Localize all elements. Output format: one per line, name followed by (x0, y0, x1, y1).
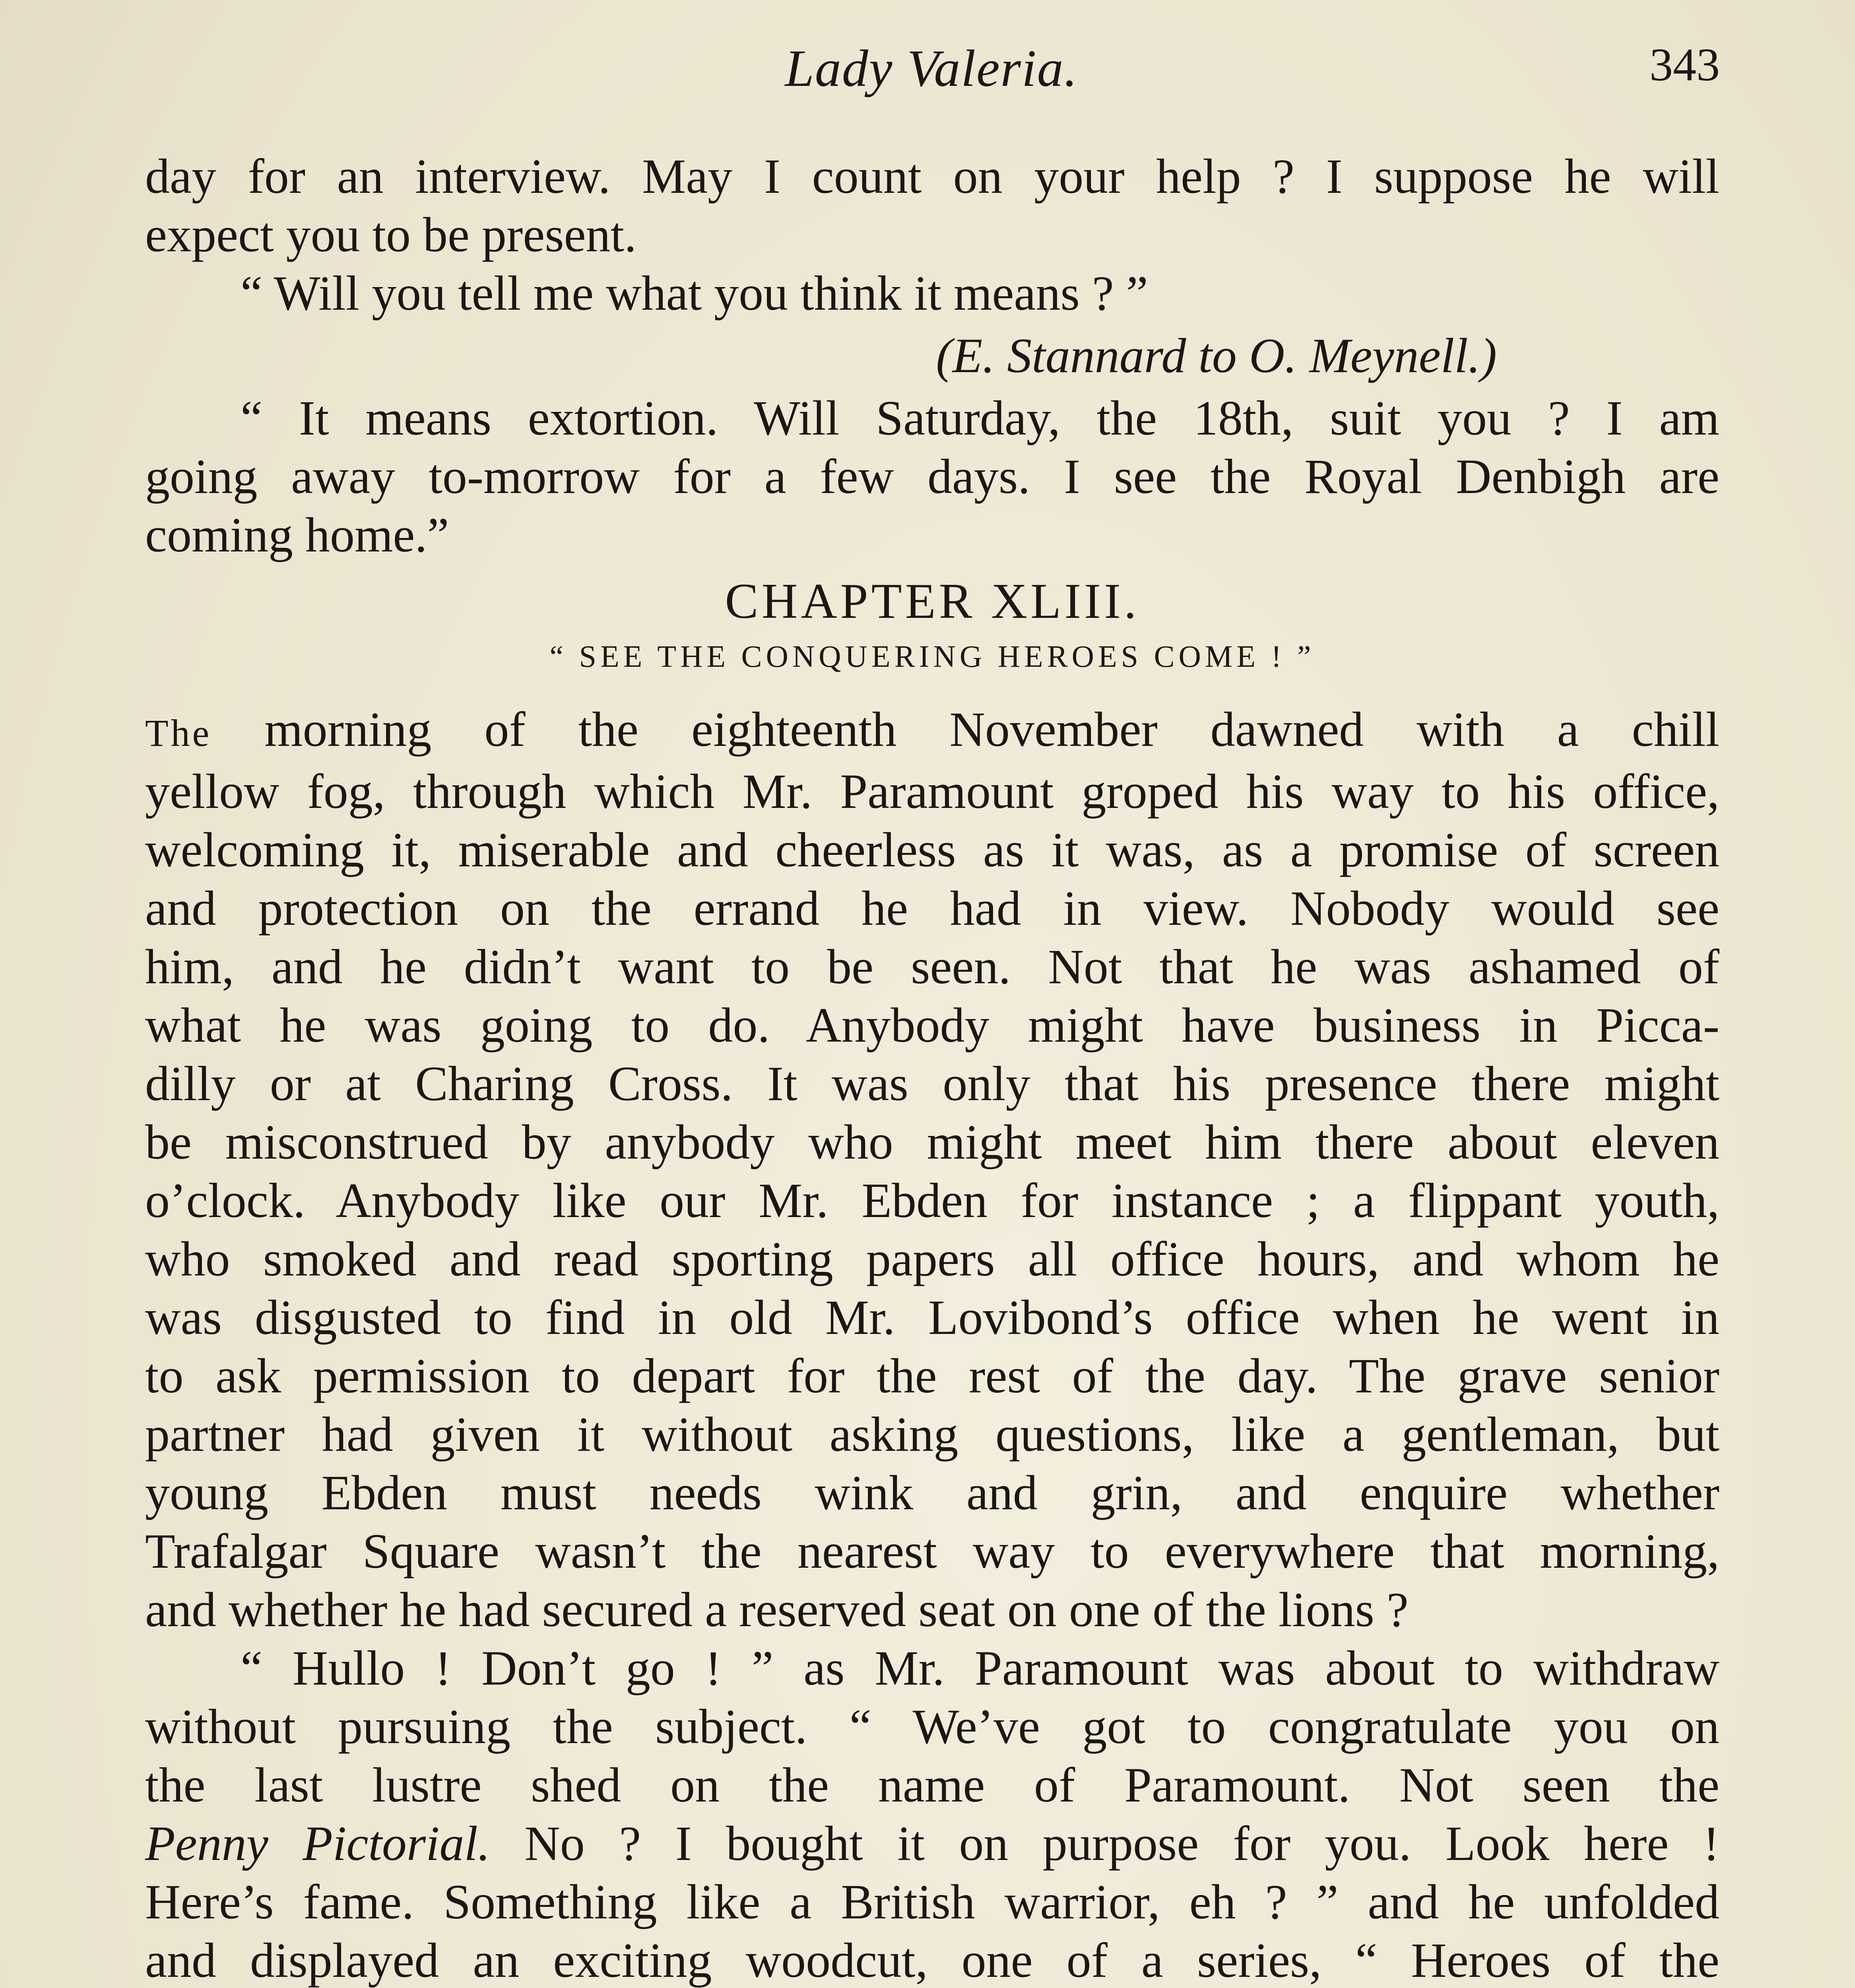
italic-title: Penny Pictorial. (145, 1816, 491, 1871)
text-line: to ask permission to depart for the rest of the day. The grave senior (145, 1349, 1719, 1403)
text-line: expect you to be present. (145, 208, 637, 262)
text-line: young Ebden must needs wink and grin, and enquire whether (145, 1466, 1719, 1520)
text-line: and whether he had secured a reserved seat on one of the lions ? (145, 1582, 1409, 1637)
text-line: day for an interview. May I count on your help ? I suppose he will (145, 149, 1719, 204)
page-header (143, 38, 1720, 105)
text-line (145, 700, 1719, 762)
text-line: “ It means extortion. Will Saturday, the 18th, suit you ? I am (241, 391, 1719, 445)
text-line: welcoming it, miserable and cheerless as it was, as a promise of screen (145, 823, 1719, 877)
chapter-subtitle: “ SEE THE CONQUERING HEROES COME ! ” (549, 639, 1315, 674)
text-line: the last lustre shed on the name of Paramount. Not seen the (145, 1758, 1719, 1812)
text-line: “ Will you tell me what you think it means ? ” (241, 266, 1148, 320)
chapter-title: CHAPTER XLIII. (725, 574, 1140, 629)
text-line: o’clock. Anybody like our Mr. Ebden for instance ; a flippant youth, (145, 1173, 1719, 1228)
text-line: coming home.” (145, 508, 449, 562)
text-fragment: morning of the eighteenth November dawned with a chill (212, 702, 1719, 757)
text-line: and protection on the errand he had in view. Nobody would see (145, 881, 1719, 936)
text-line: what he was going to do. Anybody might have business in Picca- (145, 998, 1719, 1052)
text-line: Here’s fame. Something like a British warrior, eh ? ” and he unfolded (145, 1875, 1719, 1929)
drop-word: The (145, 712, 212, 754)
text-line: yellow fog, through which Mr. Paramount groped his way to his office, (145, 764, 1719, 819)
text-line: going away to-morrow for a few days. I see the Royal Denbigh are (145, 449, 1719, 504)
text-line (145, 1814, 1719, 1873)
text-fragment: No ? I bought it on purpose for you. Look here ! (490, 1816, 1719, 1871)
text-line: and displayed an exciting woodcut, one of a series, “ Heroes of the (145, 1933, 1719, 1988)
letter-heading: (E. Stannard to O. Meynell.) (936, 328, 1497, 383)
text-line: dilly or at Charing Cross. It was only that his presence there might (145, 1056, 1719, 1111)
page-number: 343 (1649, 39, 1720, 91)
text-line: who smoked and read sporting papers all office hours, and whom he (145, 1232, 1719, 1286)
body-text (145, 147, 1719, 1988)
text-line: Trafalgar Square wasn’t the nearest way to everywhere that morning, (145, 1524, 1719, 1578)
text-line: partner had given it without asking questions, like a gentleman, but (145, 1407, 1719, 1462)
text-line: was disgusted to find in old Mr. Lovibond’s office when he went in (145, 1290, 1719, 1345)
text-line: be misconstrued by anybody who might meet him there about eleven (145, 1115, 1719, 1169)
text-line: “ Hullo ! Don’t go ! ” as Mr. Paramount was about to withdraw (241, 1641, 1719, 1695)
text-line: without pursuing the subject. “ We’ve got to congratulate you on (145, 1699, 1719, 1754)
running-head: Lady Valeria. (785, 39, 1078, 97)
text-line: him, and he didn’t want to be seen. Not that he was ashamed of (145, 940, 1719, 994)
